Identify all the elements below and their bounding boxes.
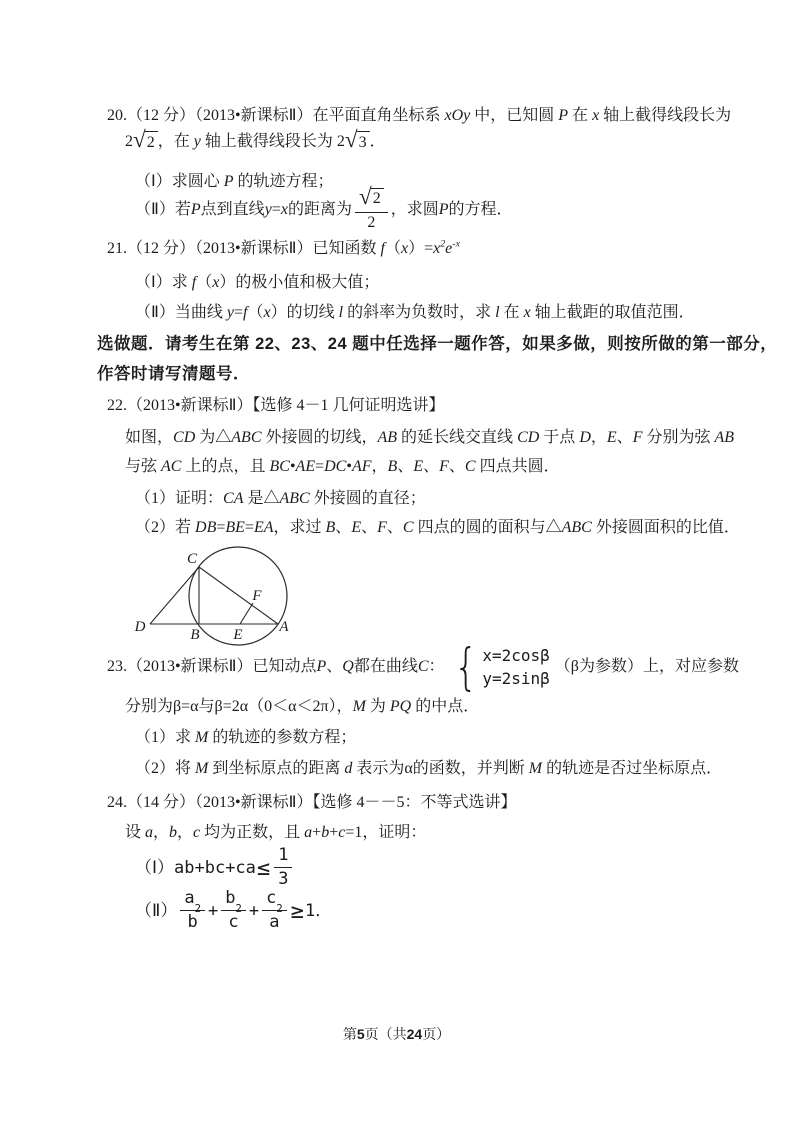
q21-item-2: （Ⅱ）当曲线 y=f（x）的切线 l 的斜率为负数时，求 l 在 x 轴上截距的取值范围． <box>135 304 695 321</box>
q20-line-1: 20.（12 分）（2013•新课标Ⅱ）在平面直角坐标系 xOy 中，已知圆 P 在 x 轴上截得线段长为 <box>107 107 732 124</box>
q24-item-2: （Ⅱ） a 2 b + b 2 c + c 2 a ≥ 1 ． <box>135 888 333 932</box>
q23-line-2: 分别为β=α与β=2α（0＜α＜2π），M 为 PQ 的中点． <box>125 698 480 715</box>
figure-label-a: A <box>279 619 289 635</box>
q22-line-3: 与弦 AC 上的点，且 BC•AE=DC•AF，B、E、F、C 四点共圆． <box>125 458 560 475</box>
q21-item-1: （Ⅰ）求 f（x）的极小值和极大值； <box>135 274 380 291</box>
figure-label-e: E <box>233 627 243 643</box>
figure-label-c: C <box>186 551 198 567</box>
q24-line-2: 设 a，b，c 均为正数，且 a+b+c=1，证明： <box>125 824 427 841</box>
q20-item-2: （Ⅱ）若 P 点到直线 y = x 的距离为 √ 2 2 ，求圆 P 的方程． <box>135 183 513 231</box>
figure-label-d: D <box>134 619 146 635</box>
q21-line-1: 21.（12 分）（2013•新课标Ⅱ）已知函数 $f(x)=x^2e^{-x}$ <box>107 238 460 257</box>
figure-label-b: B <box>190 627 200 643</box>
q22-item-2: （2）若 DB=BE=EA，求过 B、E、F、C 四点的圆的面积与△ABC 外接圆面积的比值． <box>135 519 740 536</box>
q24-item-1: （Ⅰ） ab+bc+ca ≤ $\frac{1}{3}$ <box>135 848 295 888</box>
q22-item-1: （1）证明：CA 是△ABC 外接圆的直径； <box>135 490 426 507</box>
q23-item-2: （2）将 M 到坐标原点的距离 d 表示为α的函数，并判断 M 的轨迹是否过坐标原点． <box>135 760 723 777</box>
optional-notice-line-1: 选做题．请考生在第 22、23、24 题中任选择一题作答，如果多做，则按所做的第一部分， <box>97 335 778 353</box>
q23-line-1: 23.（2013•新课标Ⅱ）已知动点 P 、 Q 都在曲线 C ： { x=2cosβ y=2sinβ （β为参数）上，对应参数 <box>107 637 739 696</box>
q22-circle-figure <box>128 543 313 655</box>
page-footer: 第5页（共24页） <box>342 1026 451 1043</box>
q20-line-2: 2 √ 2 ，在 y 轴上截得线段长为 2 √ 3 ． <box>125 127 386 153</box>
q24-line-1: 24.（14 分）（2013•新课标Ⅱ）【选修 4－－5：不等式选讲】 <box>107 794 517 811</box>
optional-notice-line-2: 作答时请写清题号． <box>97 365 250 383</box>
figure-label-f: F <box>252 588 262 604</box>
q20-item-1: （Ⅰ）求圆心 P 的轨迹方程； <box>135 173 334 190</box>
q23-item-1: （1）求 M 的轨迹的参数方程； <box>135 729 357 746</box>
q22-line-2: 如图，CD 为△ABC 外接圆的切线，AB 的延长线交直线 CD 于点 D，E、F 分别为弦 AB <box>125 429 735 446</box>
q22-line-1: 22.（2013•新课标Ⅱ）【选修 4－1 几何证明选讲】 <box>107 397 445 414</box>
